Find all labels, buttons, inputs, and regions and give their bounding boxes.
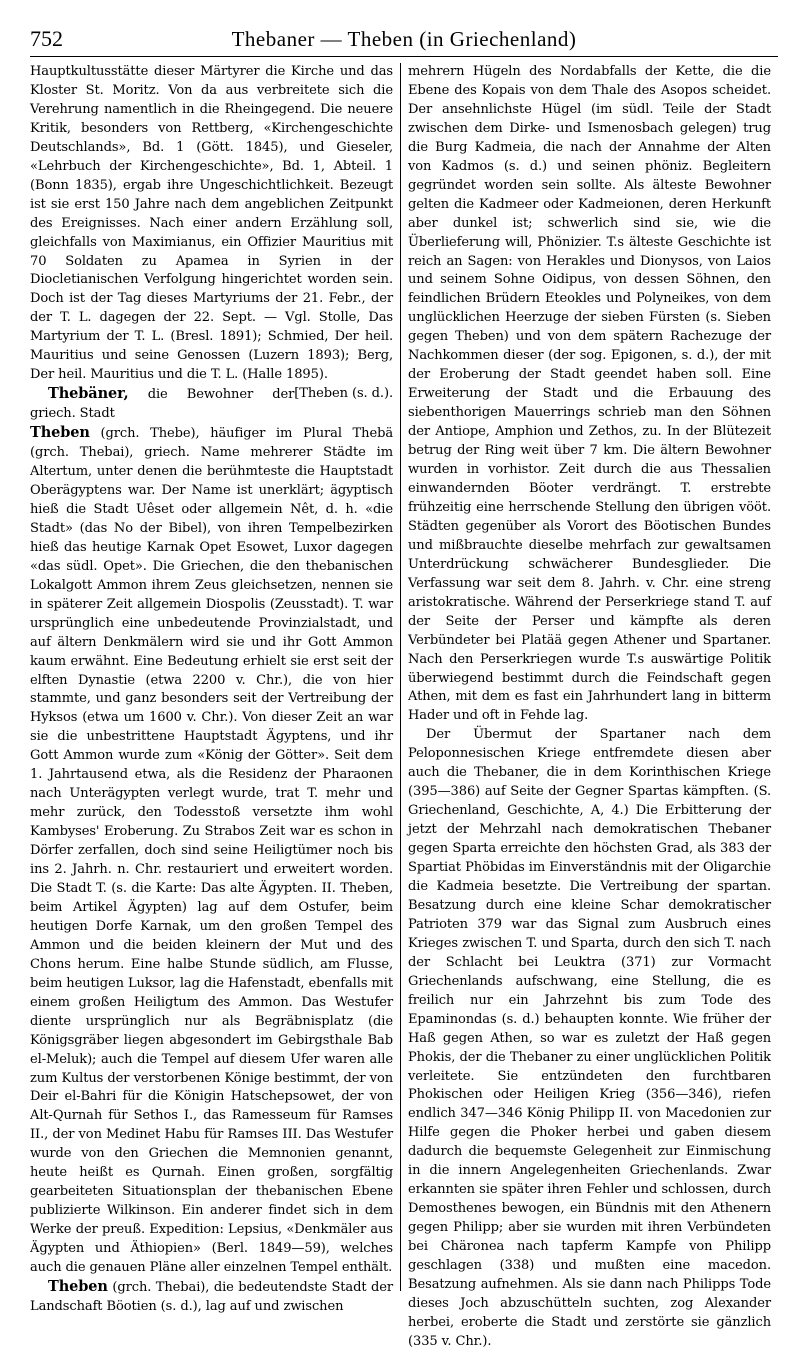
headword-theben-aegypten: Theben	[30, 424, 90, 442]
theben-aegypten-text: (grch. Thebe), häufiger im Plural Thebä (grch. Thebai), griech. Name mehrerer Städte im Altertum, unter denen die berühmteste die Hauptstadt Oberägyptens war. Der Name ist unerklärt; ägyptisch hieß die Stadt Uêset oder allgemein Nêt, d. h. «die Stadt» (das No der Bibel), von ihren Tempelbezirken hieß das heutige Karnak Opet Esowet, Luxor dagegen «das südl. Opet». Die Griechen, die den thebanischen Lokalgott Ammon ihrem Zeus gleichsetzen, nennen sie in späterer Zeit allgemein Diospolis (Zeusstadt). T. war ursprünglich eine unbedeutende Provinzialstadt, und auf ältern Denkmälern wird sie und ihr Gott Ammon kaum erwähnt. Eine Bedeutung erhielt sie erst seit der elften Dynastie (etwa 2200 v. Chr.), die von hier stammte, und ganz besonders seit der Vertreibung der Hyksos (etwa um 1600 v. Chr.). Von dieser Zeit an war sie die unbestrittene Hauptstadt Ägyptens, und ihr Gott Ammon wurde zum «König der Götter». Seit dem 1. Jahrtausend etwa, als die Residenz der Pharaonen nach Unterägypten verlegt wurde, trat T. mehr und mehr zurück, den Todesstoß versetzte ihm wohl Kambyses' Eroberung. Zu Strabos Zeit war es schon in Dörfer zerfallen, doch sind seine Heiligtümer noch bis ins 2. Jahrh. n. Chr. restauriert und erweitert worden. Die Stadt T. (s. die Karte: Das alte Ägypten. II. Theben, beim Artikel Ägypten) lag auf dem Ostufer, beim heutigen Dorfe Karnak, um den großen Tempel des Ammon und die beiden kleinern der Mut und des Chons herum. Eine halbe Stunde südlich, am Flusse, beim heutigen Luksor, lag die Hafenstadt, ebenfalls mit einem großen Heiligtum des Ammon. Das Westufer diente ursprünglich nur als Begräbnisplatz (die Königsgräber liegen abgesondert im Gebirgsthale Bab el-Meluk); auch die Tempel auf diesem Ufer waren alle zum Kultus der verstorbenen Könige bestimmt, der von Deir el-Bahri für die Königin Hatschepsowet, der von Alt-Qurnah für Sethos I., das Ramesseum für Ramses II., der von Medinet Habu für Ramses III. Das Westufer wurde von den Griechen die Memnonien genannt, heute heißt es Qurnah. Einen großen, sorgfältig gearbeiteten Situationsplan der thebanischen Ebene publizierte Wilkinson. Ein anderer findet sich in dem Werke der preuß. Expedition: Lepsius, «Denkmäler aus Ägypten und Äthiopien» (Berl. 1849—59), welches auch die genauen Pläne aller einzelnen Tempel enthält.	[30, 426, 393, 1276]
headword-theben-griechenland: Theben	[48, 1278, 108, 1295]
running-title: Thebaner — Theben (in Griechenland)	[231, 27, 577, 51]
entry-theben-aegypten	[30, 424, 393, 1278]
right-column	[401, 63, 771, 1349]
two-column-body	[30, 63, 778, 1349]
theben-griechenland-text: (grch. Thebai), die bedeutendste Stadt der Landschaft Böotien (s. d.), lag auf und zwischen	[30, 1280, 393, 1314]
headword-thebaner: Thebäner,	[48, 385, 129, 403]
mauritius-text: Hauptkultusstätte dieser Märtyrer die Kirche und das Kloster St. Moritz. Von da aus verbreitete sich die Verehrung namentlich in die Rheingegend. Die neuere Kritik, besonders von Rettberg, «Kirchengeschichte Deutschlands», Bd. 1 (Gött. 1845), und Gieseler, «Lehrbuch der Kirchengeschichte», Bd. 1, Abteil. 1 (Bonn 1835), ergab ihre Ungeschichtlichkeit. Bezeugt ist sie erst 150 Jahre nach dem angeblichen Zeitpunkt des Ereignisses. Nach einer andern Erzählung soll, gleichfalls von Maximianus, ein Offizier Mauritius mit 70 Soldaten zu Apamea in Syrien in der Diocletianischen Verfolgung hingerichtet worden sein. Doch ist der Tag dieses Martyriums der 21. Febr., der der T. L. dagegen der 22. Sept. — Vgl. Stolle, Das Martyrium der T. L. (Bresl. 1891); Schmied, Der heil. Mauritius und seine Genossen (Luzern 1893); Berg, Der heil. Mauritius und die T. L. (Halle 1895).	[30, 64, 393, 383]
reference-theben: [Theben (s. d.).	[294, 386, 393, 402]
page-number: 752	[30, 26, 63, 51]
theben-griechenland-continuation: mehrern Hügeln des Nordabfalls der Kette, die die Ebene des Kopais von dem Thale des Asopos scheidet. Der ansehnlichste Hügel (im südl. Teile der Stadt zwischen dem Dirke- und Ismenosbach gelegen) trug die Burg Kadmeia, die nach der Annahme der Alten von Kadmos (s. d.) und seinen phöniz. Begleitern gegründet worden sein sollte. Als älteste Bewohner gelten die Kadmeer oder Kadmeionen, deren Herkunft aber dunkel ist; schwerlich sind sie, wie die Überlieferung will, Phönizier. T.s älteste Geschichte ist reich an Sagen: von Herakles und Dionysos, von Laios und seinem Sohne Oidipus, von dessen Söhnen, den feindlichen Brüdern Eteokles und Polyneikes, von dem unglücklichen Heerzuge der sieben Fürsten (s. Sieben gegen Theben) und von dem spätern Rachezuge der Nachkommen dieser (der sog. Epigonen, s. d.), der mit der Eroberung der Stadt geendet haben soll. Eine Erweiterung der Stadt und die Erbauung des siebenthorigen Mauerrings schrieb man den Söhnen der Antiope, Amphion und Zethos, zu. In der Blütezeit betrug der Ring weit über 7 km. Die ältern Bewohner wurden in vorhistor. Zeit durch die aus Thessalien einwandernden Böoter verdrängt. T. erstrebte frühzeitig eine herrschende Stellung den übrigen vööt. Städten gegenüber als Vorort des Böotischen Bundes und mißbrauchte dieselbe mehrfach zur gewaltsamen Unterdrückung schwächerer Bundesglieder. Die Verfassung war seit dem 8. Jahrh. v. Chr. eine streng aristokratische. Während der Perserkriege stand T. auf der Seite der Perser und kämpfte als deren Verbündeter bei Platää gegen Athener und Spartaner. Nach den Perserkriegen wurde T.s auswärtige Politik überwiegend bestimmt durch die Feindschaft gegen Athen, mit dem es fast ein Jahrhundert lang in bitterm Hader und oft in Fehde lag.	[408, 64, 771, 724]
entry-theben-griechenland	[30, 1278, 393, 1317]
theben-history-paragraph: Der Übermut der Spartaner nach dem Peloponnesischen Kriege entfremdete diesen aber auch die Thebaner, die in dem Korinthischen Kriege (395—386) auf Seite der Gegner Spartas kämpften. (S. Griechenland, Geschichte, A, 4.) Die Erbitterung der jetzt der Mehrzahl nach demokratischen Thebaner gegen Sparta erreichte den höchsten Grad, als 383 der Spartiat Phöbidas im Einverständnis mit der Oligarchie die Kadmeia besetzte. Die Vertreibung der spartan. Besatzung durch eine kleine Schar demokratischer Patrioten 379 war das Signal zum Ausbruch eines Krieges zwischen T. und Sparta, durch den sich T. nach der Schlacht bei Leuktra (371) zur Vormacht Griechenlands aufschwang, eine Stellung, die es freilich nur ein Jahrzehnt bis zum Tode des Epaminondas (s. d.) behaupten konnte. Wie früher der Haß gegen Athen, so war es zuletzt der Haß gegen Phokis, der die Thebaner zu einer unglücklichen Politik verleitete. Sie entzündeten den furchtbaren Phokischen oder Heiligen Krieg (356—346), riefen endlich 347—346 König Philipp II. von Macedonien zur Hilfe gegen die Phoker herbei und gaben diesem dadurch die bequemste Gelegenheit zur Einmischung in die innern Angelegenheiten Griechenlands. Zwar erkannten sie später ihren Fehler und schlossen, durch Demosthenes bewogen, ein Bündnis mit den Athenern gegen Philipp; aber sie wurden mit ihren Verbündeten bei Chäronea nach tapferm Kampfe von Philipp geschlagen (338) und mußten eine macedon. Besatzung aufnehmen. Als sie dann nach Philipps Tode dieses Joch abzuschütteln suchten, zog Alexander herbei, eroberte die Stadt und zerstörte sie gänzlich (335 v. Chr.).	[408, 727, 771, 1349]
thebaner-definition: die Bewohner der griech. Stadt	[30, 387, 295, 422]
page-header	[30, 26, 778, 57]
left-column	[30, 63, 400, 1314]
